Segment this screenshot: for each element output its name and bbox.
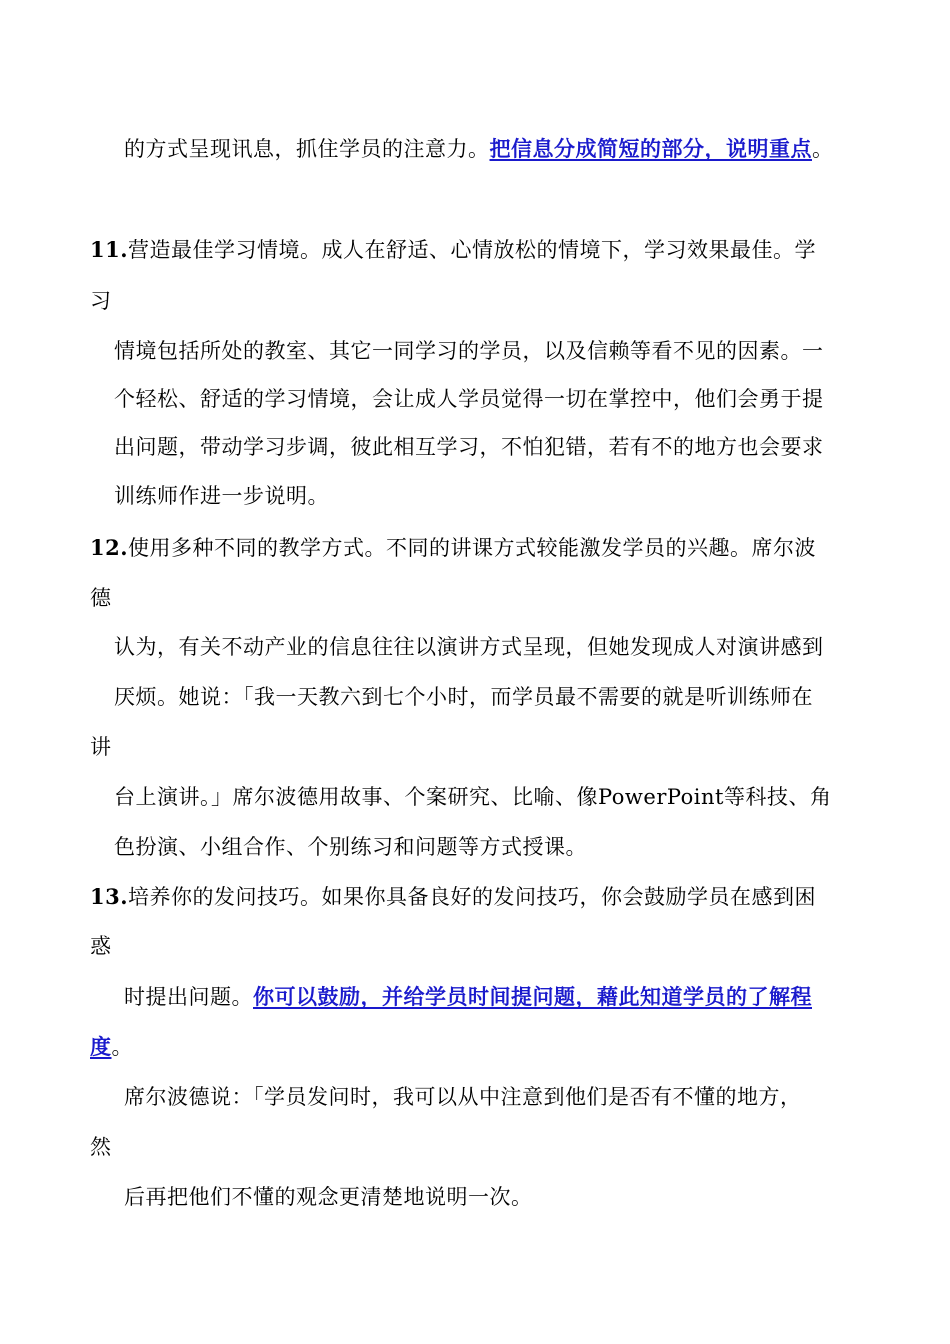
p12-line-4: 台上演讲。」席尔波德用故事、个案研究、比喻、像PowerPoint等科技、角 (114, 785, 832, 809)
p12-line-1 (90, 533, 816, 563)
p12-line-2: 认为，有关不动产业的信息往往以演讲方式呈现，但她发现成人对演讲感到 (114, 635, 824, 659)
p13-text-2: 时提出问题。 (124, 985, 253, 1009)
p13-text-1: 培养你的发问技巧。如果你具备良好的发问技巧，你会鼓励学员在感到困 (128, 885, 817, 909)
p13-line-2 (124, 982, 812, 1012)
p13-highlight-link-wrap[interactable]: 度 (90, 1034, 112, 1059)
p10-highlight-link[interactable]: 把信息分成简短的部分，说明重点 (489, 136, 812, 161)
p10-end: 。 (812, 137, 834, 161)
p11-line-3: 个轻松、舒适的学习情境，会让成人学员觉得一切在掌控中，他们会勇于提 (114, 387, 824, 411)
p11-text-1: 营造最佳学习情境。成人在舒适、心情放松的情境下，学习效果最佳。学 (128, 238, 817, 262)
p13-number: 13. (90, 884, 129, 909)
p13-line-3: 席尔波德说：「学员发问时，我可以从中注意到他们是否有不懂的地方， (124, 1085, 802, 1109)
p12-number: 12. (90, 535, 129, 560)
p12-line-5: 色扮演、小组合作、个别练习和问题等方式授课。 (114, 835, 587, 859)
p12-line-3: 厌烦。她说：「我一天教六到七个小时，而学员最不需要的就是听训练师在 (114, 685, 813, 709)
p13-wrap-1: 惑 (90, 934, 112, 958)
p13-highlight-link[interactable]: 你可以鼓励，并给学员时间提问题，藉此知道学员的了解程 (253, 984, 812, 1009)
p11-line-5: 训练师作进一步说明。 (114, 484, 329, 508)
p12-wrap-1: 德 (90, 586, 112, 610)
p13-wrap-3: 然 (90, 1135, 112, 1159)
p11-line-4: 出问题，带动学习步调，彼此相互学习，不怕犯错，若有不的地方也会要求 (114, 435, 824, 459)
p11-number: 11. (90, 237, 129, 262)
p12-wrap-3: 讲 (90, 735, 112, 759)
p11-line-1 (90, 235, 816, 265)
p11-wrap-1: 习 (90, 289, 112, 313)
p11-line-2: 情境包括所处的教室、其它一同学习的学员，以及信赖等看不见的因素。一 (114, 339, 824, 363)
p12-text-1: 使用多种不同的教学方式。不同的讲课方式较能激发学员的兴趣。席尔波 (128, 536, 817, 560)
p13-end: 。 (111, 1035, 133, 1059)
p13-line-4: 后再把他们不懂的观念更清楚地说明一次。 (124, 1185, 533, 1209)
p13-line-1 (90, 882, 816, 912)
p10-text: 的方式呈现讯息，抓住学员的注意力。 (124, 137, 490, 161)
p13-wrap-2 (90, 1032, 133, 1062)
p10-line-1 (124, 134, 834, 164)
